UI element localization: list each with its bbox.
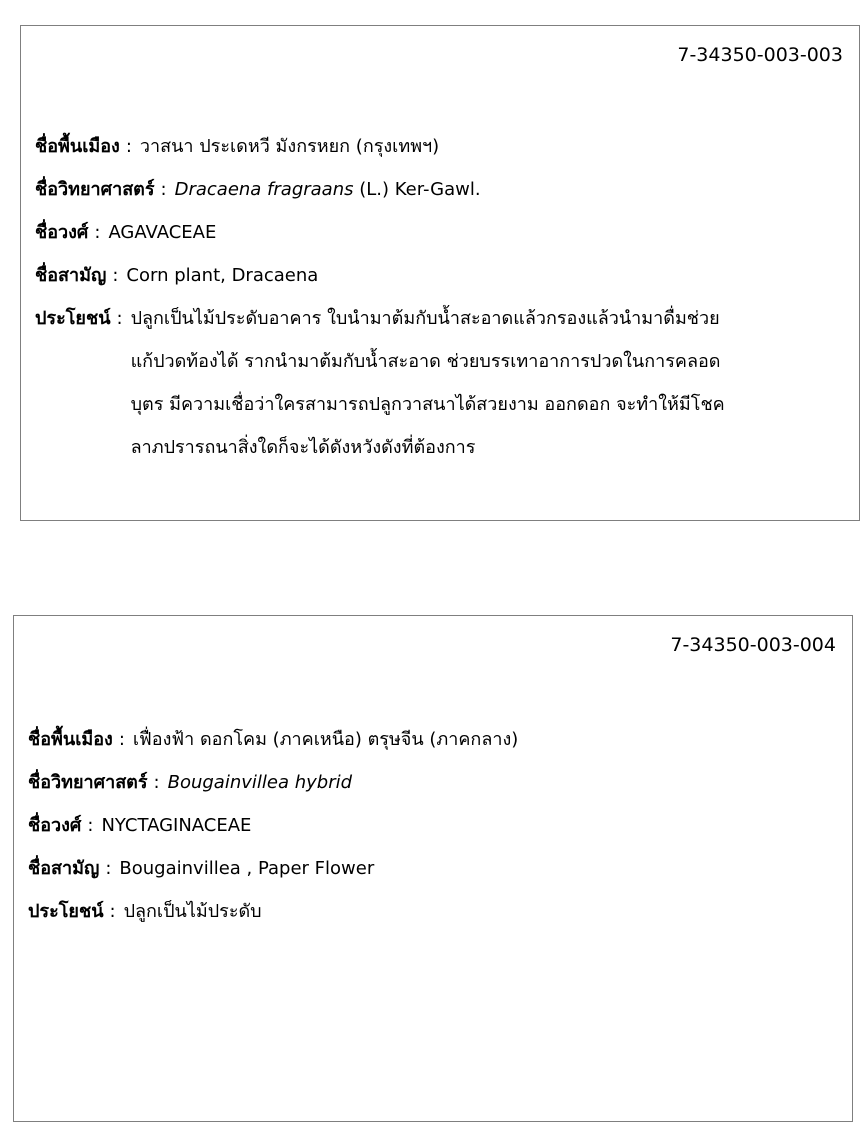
family-value: AGAVACEAE <box>108 222 217 243</box>
plant-fields <box>35 125 845 469</box>
family-value: NYCTAGINACEAE <box>101 815 252 836</box>
separator: : <box>94 222 101 243</box>
separator: : <box>116 308 123 329</box>
specimen-code: 7-34350-003-004 <box>670 634 836 656</box>
separator: : <box>118 729 125 750</box>
scientific-name-label: ชื่อวิทยาศาสตร์ <box>35 179 155 200</box>
plant-card-2 <box>13 615 853 1122</box>
specimen-code: 7-34350-003-003 <box>677 44 843 66</box>
common-name-label: ชื่อสามัญ <box>28 858 100 879</box>
scientific-name-value <box>175 168 481 211</box>
common-name-row <box>28 847 838 890</box>
separator: : <box>105 858 112 879</box>
local-name-value: เฟื่องฟ้า ดอกโคม (ภาคเหนือ) ตรุษจีน (ภาคกลาง) <box>132 729 519 750</box>
local-name-label: ชื่อพื้นเมือง <box>35 136 120 157</box>
scientific-name-value <box>168 761 352 804</box>
local-name-value: วาสนา ประเดหวี มังกรหยก (กรุงเทพฯ) <box>139 136 440 157</box>
scientific-name-row <box>35 168 845 211</box>
local-name-row <box>28 718 838 761</box>
uses-row <box>28 890 838 933</box>
uses-line: ปลูกเป็นไม้ประดับ <box>123 901 262 922</box>
separator: : <box>112 265 119 286</box>
family-label: ชื่อวงศ์ <box>35 222 89 243</box>
scientific-name-italic: Dracaena fragraans <box>174 179 354 200</box>
family-label: ชื่อวงศ์ <box>28 815 82 836</box>
common-name-row <box>35 254 845 297</box>
uses-value <box>131 297 725 469</box>
uses-line: แก้ปวดท้องได้ รากนำมาต้มกับน้ำสะอาด ช่วยบรรเทาอาการปวดในการคลอด <box>130 351 721 372</box>
family-row <box>35 211 845 254</box>
uses-label: ประโยชน์ <box>35 308 111 329</box>
separator: : <box>153 772 160 793</box>
uses-row <box>35 297 845 469</box>
uses-line: ปลูกเป็นไม้ประดับอาคาร ใบนำมาต้มกับน้ำสะอาดแล้วกรองแล้วนำมาดื่มช่วย <box>130 308 720 329</box>
uses-line: บุตร มีความเชื่อว่าใครสามารถปลูกวาสนาได้สวยงาม ออกดอก จะทำให้มีโชค <box>130 394 725 415</box>
common-name-label: ชื่อสามัญ <box>35 265 107 286</box>
scientific-name-label: ชื่อวิทยาศาสตร์ <box>28 772 148 793</box>
uses-value <box>124 890 262 933</box>
plant-fields <box>28 718 838 933</box>
separator: : <box>125 136 132 157</box>
common-name-value: Bougainvillea , Paper Flower <box>119 858 375 879</box>
scientific-name-row <box>28 761 838 804</box>
common-name-value: Corn plant, Dracaena <box>126 265 319 286</box>
local-name-label: ชื่อพื้นเมือง <box>28 729 113 750</box>
scientific-name-italic: Bougainvillea hybrid <box>167 772 353 793</box>
separator: : <box>87 815 94 836</box>
plant-card-1 <box>20 25 860 521</box>
scientific-name-author: (L.) Ker-Gawl. <box>353 179 481 200</box>
separator: : <box>109 901 116 922</box>
family-row <box>28 804 838 847</box>
separator: : <box>160 179 167 200</box>
local-name-row <box>35 125 845 168</box>
uses-label: ประโยชน์ <box>28 901 104 922</box>
uses-line: ลาภปรารถนาสิ่งใดก็จะได้ดังหวังดังที่ต้องการ <box>130 437 476 458</box>
